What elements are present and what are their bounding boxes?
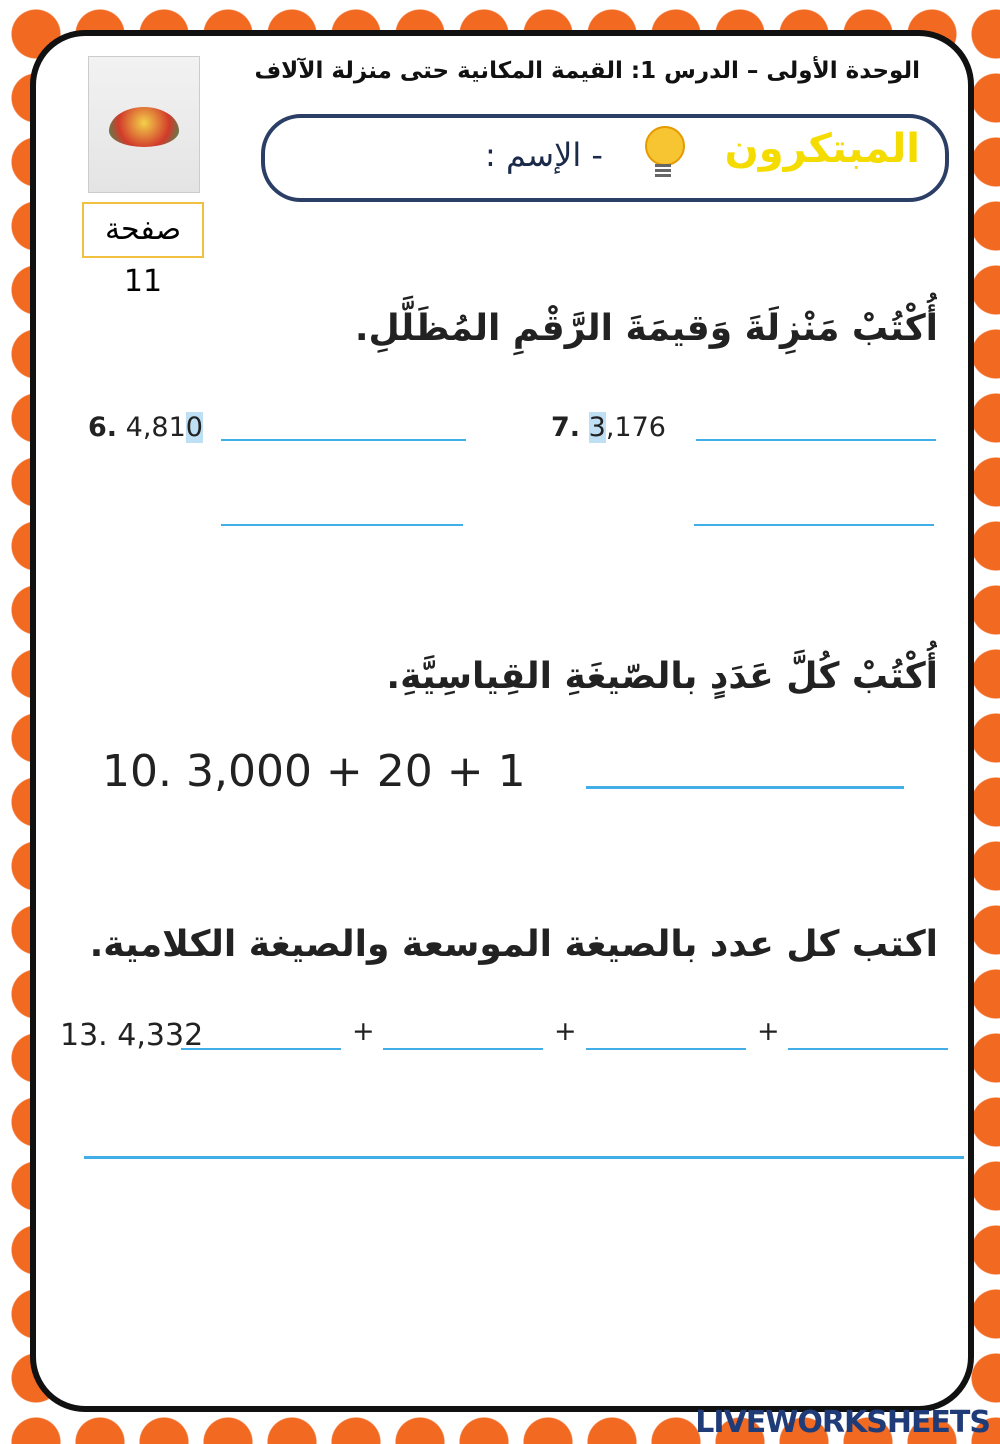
- shaded-digit: 0: [185, 412, 203, 443]
- answer-13-part2[interactable]: [383, 1048, 543, 1050]
- instruction-place-value: أُكْتُبْ مَنْزِلَةَ وَقيمَةَ الرَّقْمِ المُظَلَّلِ.: [354, 308, 938, 349]
- instruction-expanded-form: اكتب كل عدد بالصيغة الموسعة والصيغة الكلامية.: [89, 924, 938, 965]
- question-6: 6. 4,810: [88, 412, 203, 443]
- answer-7-value[interactable]: [694, 524, 934, 526]
- plus-sign: +: [554, 1016, 577, 1047]
- answer-13-part3[interactable]: [586, 1048, 746, 1050]
- question-10: 10. 3,000 + 20 + 1: [102, 746, 526, 797]
- answer-6-value[interactable]: [221, 524, 463, 526]
- lesson-title: الوحدة الأولى – الدرس 1: القيمة المكانية حتى منزلة الآلاف: [254, 58, 920, 84]
- brand-label: المبتكرون: [724, 126, 920, 172]
- answer-10[interactable]: [586, 786, 904, 789]
- worksheet: [30, 30, 974, 1412]
- answer-6-place[interactable]: [221, 439, 466, 441]
- answer-13-word-form[interactable]: [84, 1156, 964, 1159]
- lightbulb-icon: [645, 126, 685, 166]
- answer-13-part4[interactable]: [788, 1048, 948, 1050]
- instruction-standard-form: أُكْتُبْ كُلَّ عَدَدٍ بالصّيغَةِ القِياسِيَّةِ.: [386, 656, 938, 697]
- lightbulb-base-icon: [655, 164, 671, 178]
- spinning-top-icon: [109, 107, 179, 147]
- answer-13-part1[interactable]: [181, 1048, 341, 1050]
- liveworksheets-logo: LIVEWORKSHEETS: [695, 1405, 990, 1440]
- question-7: 7. 3,176: [551, 412, 666, 443]
- question-13: 13. 4,332: [60, 1018, 204, 1053]
- plus-sign: +: [757, 1016, 780, 1047]
- name-label: - الإسم :: [485, 136, 603, 174]
- name-box: [261, 114, 949, 202]
- page-number: صفحة 11: [82, 202, 204, 258]
- plus-sign: +: [352, 1016, 375, 1047]
- shaded-digit: 3: [588, 412, 606, 443]
- textbook-cover-image: [88, 56, 200, 193]
- answer-7-place[interactable]: [696, 439, 936, 441]
